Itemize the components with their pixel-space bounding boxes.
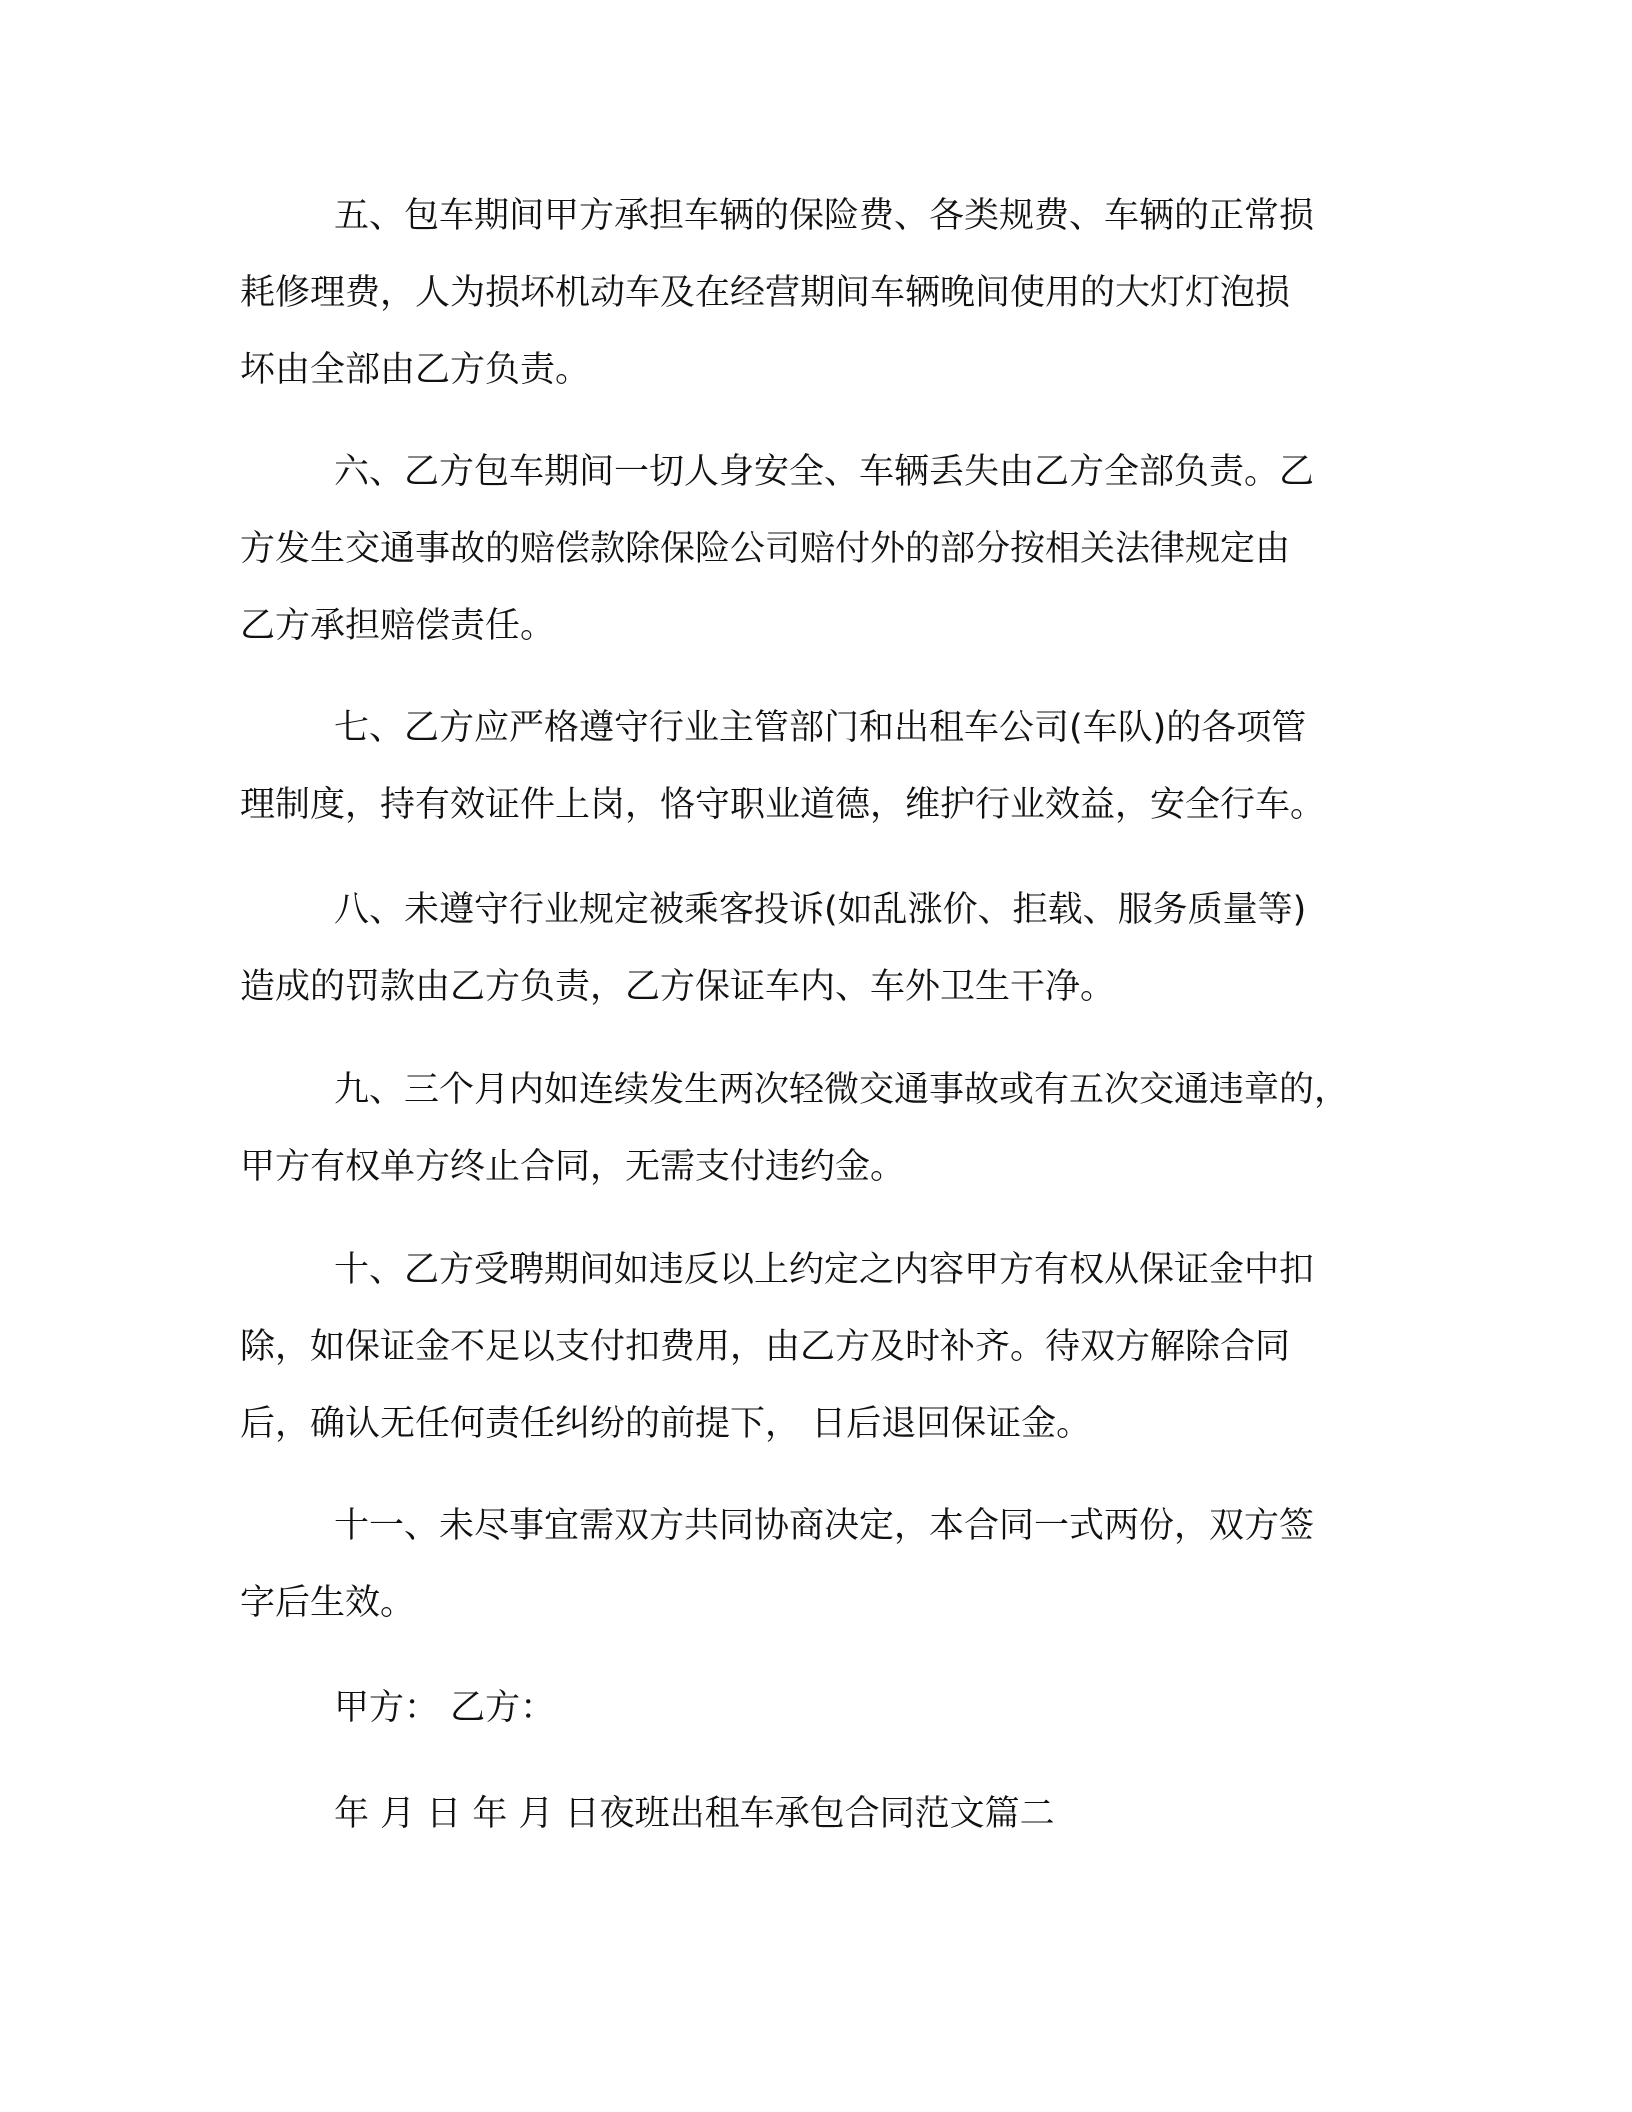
clause-5 (240, 178, 1314, 409)
clause-6-line-2: 方发生交通事故的赔偿款除保险公司赔付外的部分按相关法律规定由 (240, 529, 1291, 569)
clause-7-line-1: 七、乙方应严格遵守行业主管部门和出租车公司(车队)的各项管 (334, 708, 1307, 748)
clause-9-line-1: 九、三个月内如连续发生两次轻微交通事故或有五次交通违章的， (334, 1070, 1350, 1110)
clause-10-line-1: 十、乙方受聘期间如违反以上约定之内容甲方有权从保证金中扣 (334, 1250, 1315, 1290)
clause-5-line-2: 耗修理费，人为损坏机动车及在经营期间车辆晚间使用的大灯灯泡损 (240, 273, 1291, 313)
clause-11-line-1: 十一、未尽事宜需双方共同协商决定，本合同一式两份，双方签 (334, 1506, 1315, 1546)
clause-6-line-1: 六、乙方包车期间一切人身安全、车辆丢失由乙方全部负责。乙 (334, 452, 1315, 492)
clause-8-line-2: 造成的罚款由乙方负责，乙方保证车内、车外卫生干净。 (240, 967, 1116, 1007)
clause-8 (240, 872, 1306, 1026)
clause-6 (240, 434, 1314, 665)
clause-10 (240, 1232, 1314, 1463)
signature-parties-line: 甲方： 乙方： (334, 1688, 556, 1728)
clause-11-line-2: 字后生效。 (240, 1583, 416, 1623)
clause-9 (240, 1052, 1349, 1206)
clause-6-line-3: 乙方承担赔偿责任。 (240, 606, 556, 646)
clause-5-line-1: 五、包车期间甲方承担车辆的保险费、各类规费、车辆的正常损 (334, 196, 1315, 236)
clause-10-line-2: 除，如保证金不足以支付扣费用，由乙方及时补齐。待双方解除合同 (240, 1327, 1291, 1367)
clause-7 (240, 690, 1325, 844)
date-and-next-title (240, 1776, 1055, 1853)
signature-parties (240, 1670, 555, 1747)
clause-7-line-2: 理制度，持有效证件上岗，恪守职业道德，维护行业效益，安全行车。 (240, 785, 1326, 825)
clause-10-line-3: 后，确认无任何责任纠纷的前提下， 日后退回保证金。 (240, 1404, 1092, 1444)
clause-5-line-3: 坏由全部由乙方负责。 (240, 350, 591, 390)
clause-8-line-1: 八、未遵守行业规定被乘客投诉(如乱涨价、拒载、服务质量等) (334, 890, 1307, 930)
clause-9-line-2: 甲方有权单方终止合同，无需支付违约金。 (240, 1147, 906, 1187)
clause-11 (240, 1488, 1314, 1642)
date-and-next-title-line: 年 月 日 年 月 日夜班出租车承包合同范文篇二 (334, 1794, 1055, 1834)
